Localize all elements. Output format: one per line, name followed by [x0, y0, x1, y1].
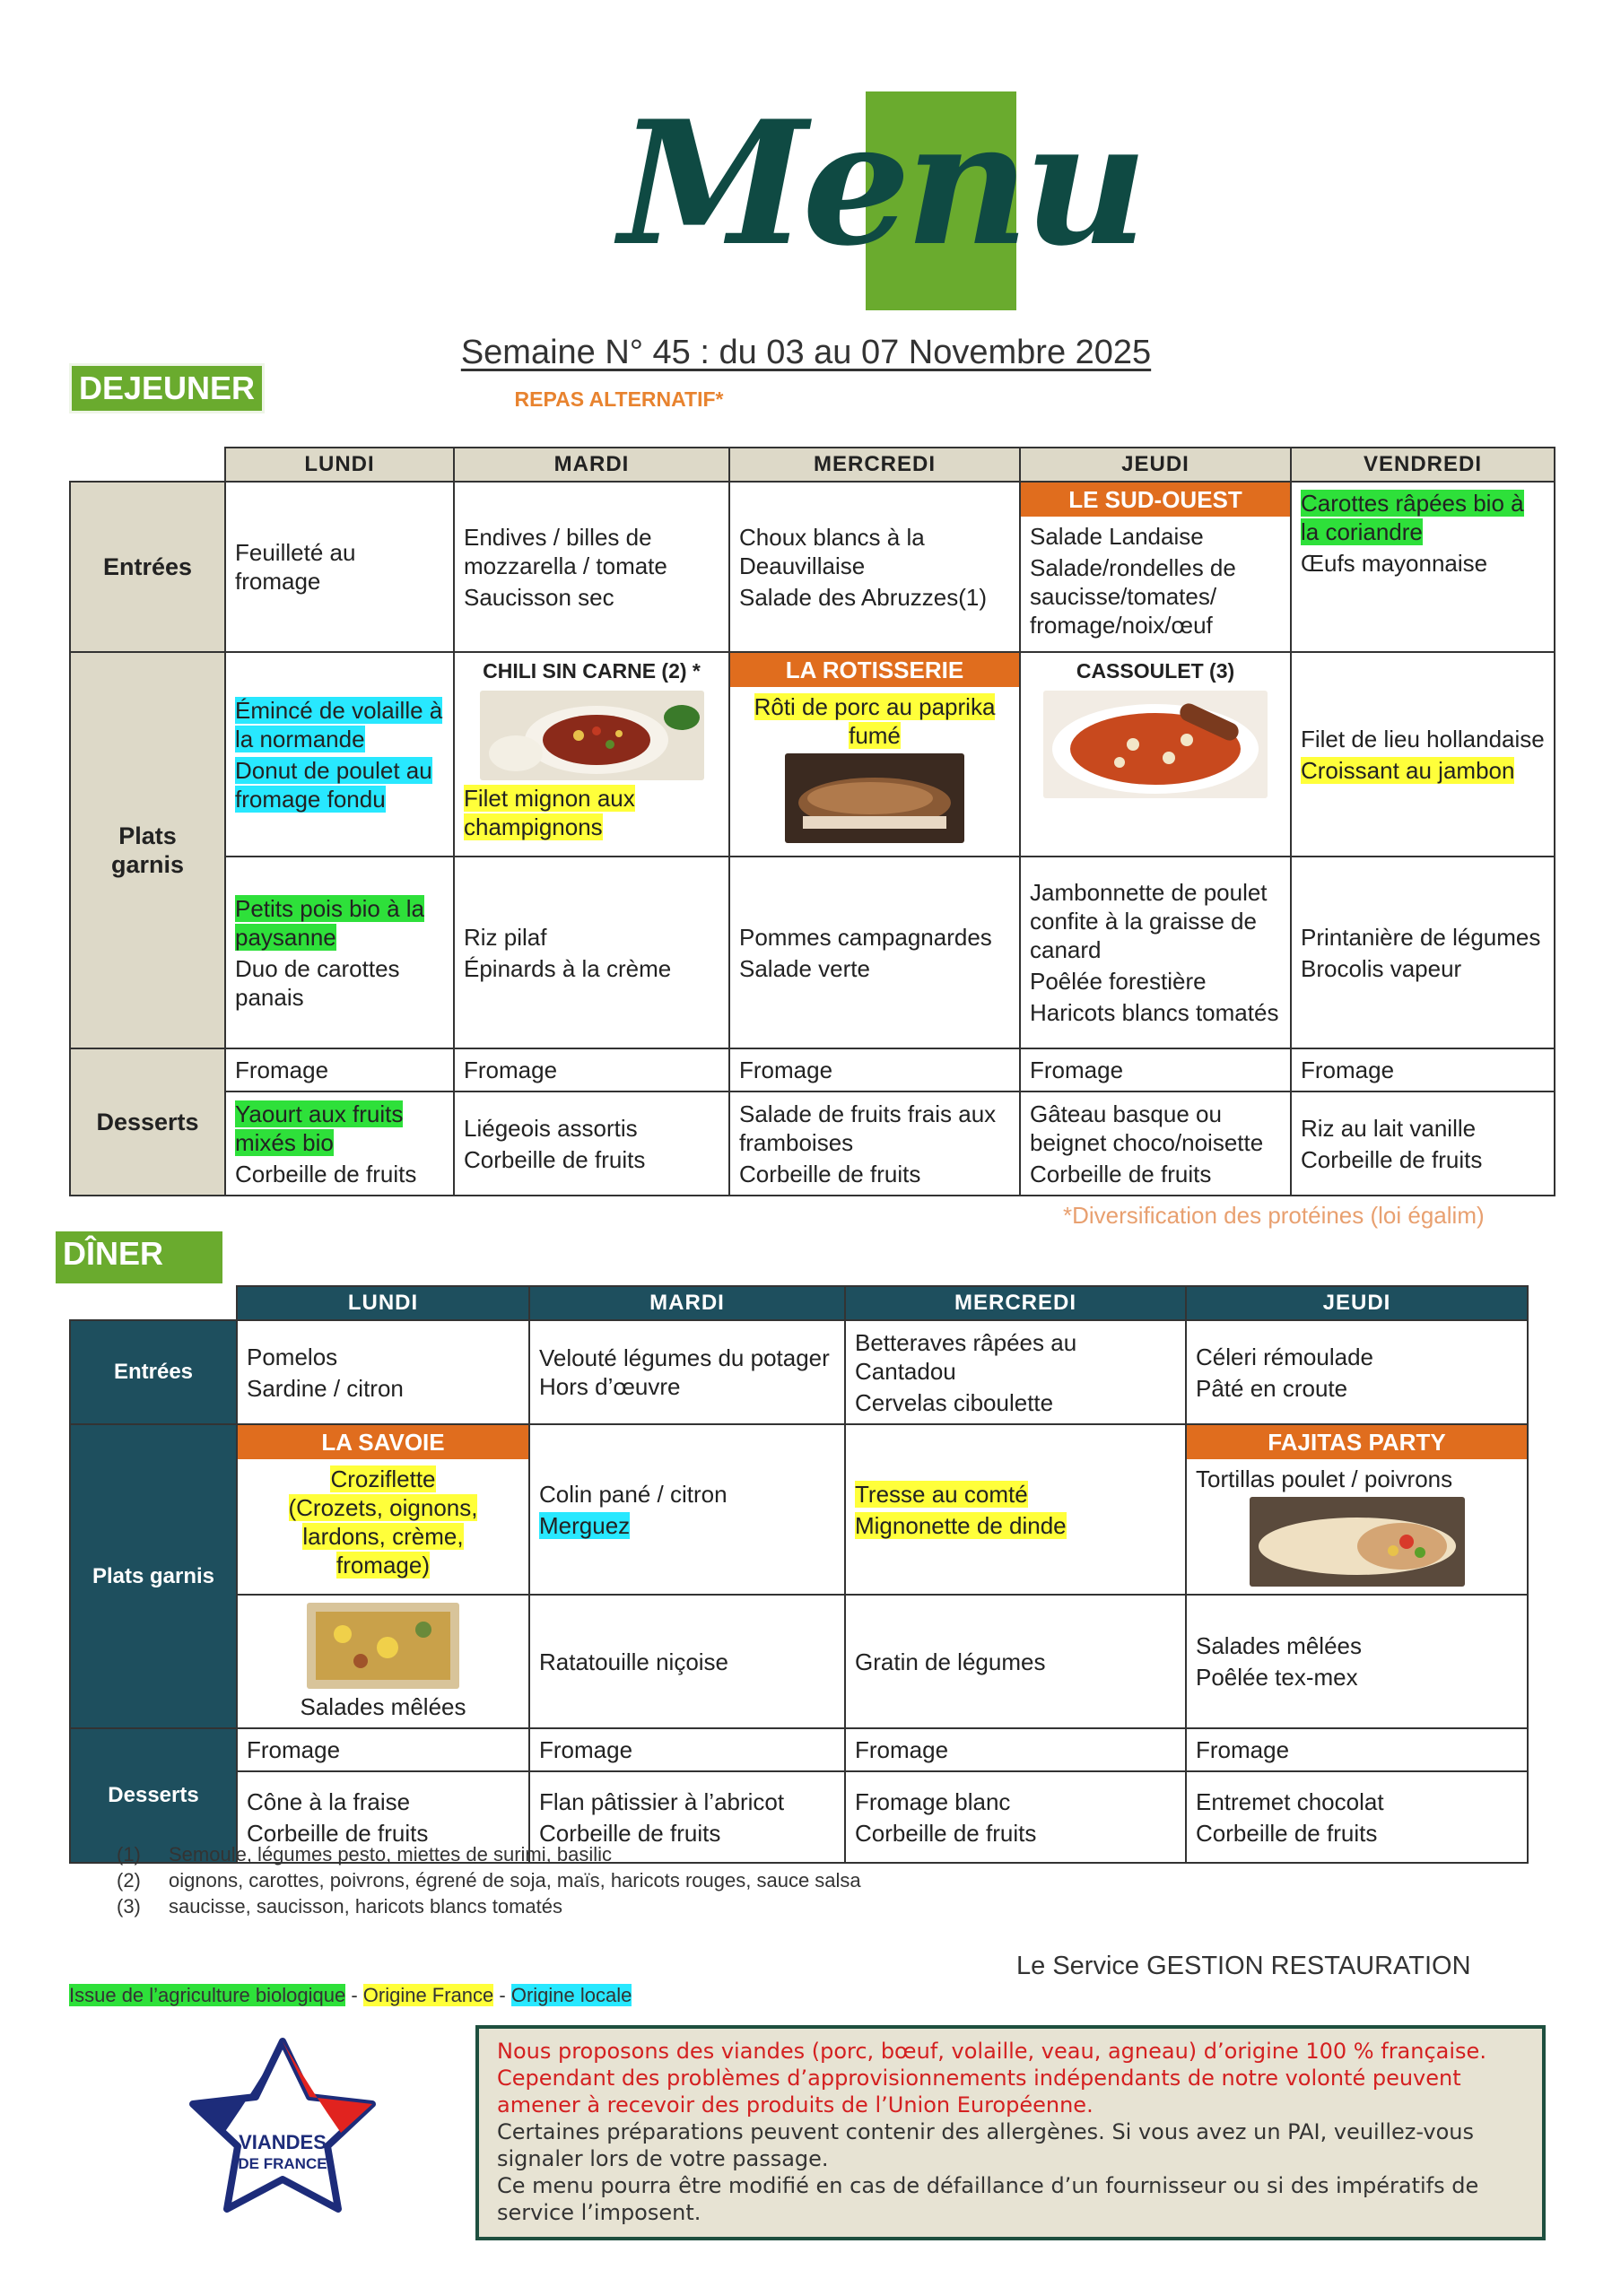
dejeuner-garnitures-row	[70, 857, 1555, 1048]
notice-modification-text: Ce menu pourra être modifié en cas de défaillance d’un fournisseur ou si des impératifs de service l’imposent.	[497, 2173, 1479, 2225]
diner-plats-row	[70, 1424, 1528, 1595]
menu-item: Corbeille de fruits	[1030, 1160, 1212, 1187]
menu-item-bio: Carottes râpées bio à la coriandre	[1301, 490, 1524, 545]
dessert-cell-mardi	[454, 1091, 729, 1196]
garniture-cell-lundi	[225, 857, 454, 1048]
menu-item: Betteraves râpées au Cantadou	[855, 1328, 1077, 1385]
menu-item: Liégeois assortis	[464, 1114, 638, 1142]
legend-local: Origine locale	[510, 1984, 632, 2006]
menu-item: Endives / billes de mozzarella / tomate	[464, 523, 667, 579]
menu-item-local: Émincé de volaille à la normande	[235, 696, 443, 752]
fromage-cell: Fromage	[845, 1728, 1186, 1771]
entree-cell-mardi	[454, 482, 729, 652]
menu-item: Corbeille de fruits	[464, 1145, 646, 1173]
menu-item: Salade des Abruzzes(1)	[739, 583, 988, 611]
plat-cell-mercredi	[845, 1424, 1186, 1595]
entree-cell-jeudi	[1186, 1320, 1528, 1424]
dejeuner-desserts-row	[70, 1091, 1555, 1196]
legend-bio: Issue de l’agriculture biologique	[69, 1984, 346, 2006]
menu-item: Corbeille de fruits	[247, 1819, 429, 1847]
menu-item: Ratatouille niçoise	[539, 1648, 729, 1675]
menu-item: Pâté en croute	[1196, 1374, 1348, 1402]
menu-item-france: Tresse au comté	[855, 1480, 1028, 1508]
menu-item: Œufs mayonnaise	[1301, 550, 1488, 577]
menu-logo-text: Menu	[619, 83, 1143, 283]
menu-item: Épinards à la crème	[464, 954, 672, 982]
plat-cell-mardi	[529, 1424, 845, 1595]
dessert-cell-lundi	[225, 1091, 454, 1196]
notice-allergen-text: Certaines préparations peuvent contenir des allergènes. Si vous avez un PAI, veuillez-vous signaler lors de votre passage.	[497, 2119, 1475, 2171]
dessert-cell-mercredi	[729, 1091, 1020, 1196]
menu-item: Entremet chocolat	[1196, 1787, 1384, 1815]
fromage-cell: Fromage	[454, 1048, 729, 1091]
diner-garnitures-row	[70, 1595, 1528, 1728]
menu-item: Gâteau basque ou beignet choco/noisette	[1030, 1100, 1264, 1156]
menu-item-bio: Yaourt aux fruits mixés bio	[235, 1100, 404, 1156]
dejeuner-table	[69, 447, 1555, 1196]
menu-item: Feuilleté au fromage	[235, 539, 356, 595]
menu-item: Salade verte	[739, 954, 870, 982]
notice-origin-text: Nous proposons des viandes (porc, bœuf, volaille, veau, agneau) d’origine 100 % française. Cependant des problèmes d’approvisionnements indépendants de notre volonté peuvent amener à recevoir des produits de l’Union Européenne.	[497, 2039, 1486, 2118]
diner-day-header-row	[70, 1286, 1528, 1320]
row-label-entrees: Entrées	[70, 482, 225, 652]
theme-banner-savoie: LA SAVOIE	[238, 1425, 528, 1459]
menu-item: Saucisson sec	[464, 583, 614, 611]
diner-fromage-row	[70, 1728, 1528, 1771]
fromage-cell: Fromage	[237, 1728, 529, 1771]
week-title: Semaine N° 45 : du 03 au 07 Novembre 2025	[460, 334, 1152, 371]
dessert-cell-jeudi	[1186, 1771, 1528, 1863]
menu-item-bio: Petits pois bio à la paysanne	[235, 894, 425, 951]
menu-item: Corbeille de fruits	[1196, 1819, 1378, 1847]
fromage-cell: Fromage	[1020, 1048, 1291, 1091]
day-header-mercredi: MERCREDI	[845, 1286, 1186, 1320]
footnote: (3) saucisse, saucisson, haricots blancs tomatés	[117, 1895, 562, 1918]
diner-table	[69, 1285, 1529, 1864]
row-label-entrees: Entrées	[70, 1320, 237, 1424]
plat-cell-jeudi	[1186, 1424, 1528, 1595]
dish-title-cassoulet: CASSOULET (3)	[1076, 659, 1235, 683]
menu-item: Corbeille de fruits	[1301, 1145, 1483, 1173]
theme-banner-rotisserie: LA ROTISSERIE	[730, 653, 1019, 687]
dish-title-chili: CHILI SIN CARNE (2) *	[483, 659, 701, 683]
fromage-cell: Fromage	[729, 1048, 1020, 1091]
garniture-cell-jeudi	[1186, 1595, 1528, 1728]
garniture-cell-lundi	[237, 1595, 529, 1728]
dessert-cell-jeudi	[1020, 1091, 1291, 1196]
dessert-cell-vendredi	[1291, 1091, 1555, 1196]
proteins-note: *Diversification des protéines (loi égalim)	[1063, 1202, 1485, 1229]
plat-cell-mercredi	[729, 652, 1020, 857]
plat-cell-mardi	[454, 652, 729, 857]
menu-item: Corbeille de fruits	[855, 1819, 1037, 1847]
legend-france: Origine France	[362, 1984, 494, 2006]
menu-item: Salade de fruits frais aux framboises	[739, 1100, 997, 1156]
menu-item: Velouté légumes du potager Hors d’œuvre	[539, 1344, 830, 1400]
menu-item: Salade Landaise	[1030, 523, 1204, 550]
menu-item: Poêlée tex-mex	[1196, 1664, 1358, 1691]
menu-item: Choux blancs à la Deauvillaise	[739, 523, 925, 579]
menu-item: Filet de lieu hollandaise	[1301, 725, 1545, 752]
menu-item: Cervelas ciboulette	[855, 1388, 1054, 1416]
vdf-logo-line2: DE FRANCE	[238, 2155, 327, 2172]
repas-alternatif-label: REPAS ALTERNATIF*	[514, 387, 724, 411]
menu-item: Corbeille de fruits	[539, 1819, 721, 1847]
menu-item-local: Donut de poulet au fromage fondu	[235, 756, 432, 813]
viandes-de-france-logo	[184, 2034, 381, 2222]
menu-item-france: Croissant au jambon	[1301, 756, 1515, 784]
plat-cell-lundi	[237, 1424, 529, 1595]
menu-item: Corbeille de fruits	[235, 1160, 417, 1187]
row-label-desserts: Desserts	[70, 1048, 225, 1196]
footnote: (1) Semoule, légumes pesto, miettes de surimi, basilic	[117, 1843, 612, 1866]
menu-item: Céleri rémoulade	[1196, 1343, 1373, 1370]
menu-item: Flan pâtissier à l’abricot	[539, 1787, 785, 1815]
menu-item: Printanière de légumes	[1301, 923, 1541, 951]
garniture-cell-mercredi	[729, 857, 1020, 1048]
day-header-vendredi: VENDREDI	[1291, 448, 1555, 482]
plat-cell-jeudi	[1020, 652, 1291, 857]
entree-cell-lundi	[225, 482, 454, 652]
menu-item: Salades mêlées	[300, 1693, 466, 1720]
cassoulet-photo	[1043, 691, 1268, 798]
menu-item: Poêlée forestière	[1030, 968, 1207, 995]
menu-item: Salade/rondelles de saucisse/tomates/ fromage/noix/œuf	[1030, 554, 1236, 639]
garniture-cell-jeudi	[1020, 857, 1291, 1048]
day-header-jeudi: JEUDI	[1186, 1286, 1528, 1320]
garniture-cell-vendredi	[1291, 857, 1555, 1048]
footnote: (2) oignons, carottes, poivrons, égrené de soja, maïs, haricots rouges, sauce salsa	[117, 1869, 861, 1892]
origin-legend: Issue de l’agriculture biologique - Origine France - Origine locale	[69, 1984, 632, 2006]
menu-item: Pomelos	[247, 1343, 338, 1370]
entree-cell-mercredi	[729, 482, 1020, 652]
dessert-cell-mercredi	[845, 1771, 1186, 1863]
dejeuner-label: DEJEUNER	[69, 363, 265, 413]
day-header-lundi: LUNDI	[237, 1286, 529, 1320]
theme-banner-fajitas: FAJITAS PARTY	[1187, 1425, 1527, 1459]
menu-item: Corbeille de fruits	[739, 1160, 921, 1187]
day-header-mardi: MARDI	[454, 448, 729, 482]
menu-item-france: Filet mignon aux champignons	[464, 785, 635, 840]
menu-item-france: Mignonette de dinde	[855, 1511, 1067, 1539]
menu-item-france: Rôti de porc au paprika fumé	[754, 693, 996, 749]
menu-item: Gratin de légumes	[855, 1648, 1046, 1675]
menu-item: Tortillas poulet / poivrons	[1196, 1465, 1453, 1492]
garniture-cell-mardi	[529, 1595, 845, 1728]
diner-entrees-row	[70, 1320, 1528, 1424]
dejeuner-day-header-row	[70, 448, 1555, 482]
menu-item: Duo de carottes panais	[235, 954, 400, 1011]
fromage-cell: Fromage	[225, 1048, 454, 1091]
plat-cell-lundi	[225, 652, 454, 857]
garniture-cell-mercredi	[845, 1595, 1186, 1728]
croziflette-photo	[307, 1603, 459, 1689]
menu-item: Haricots blancs tomatés	[1030, 999, 1279, 1026]
row-label-plats: Plats garnis	[70, 1424, 237, 1728]
garniture-cell-mardi	[454, 857, 729, 1048]
notice-box	[475, 2025, 1546, 2240]
entree-cell-lundi	[237, 1320, 529, 1424]
dejeuner-plats-row	[70, 652, 1555, 857]
diner-label: DÎNER	[56, 1231, 222, 1283]
day-header-mercredi: MERCREDI	[729, 448, 1020, 482]
row-label-desserts: Desserts	[70, 1728, 237, 1863]
menu-item: Pommes campagnardes	[739, 923, 992, 951]
plat-cell-vendredi	[1291, 652, 1555, 857]
fromage-cell: Fromage	[1186, 1728, 1528, 1771]
menu-item: Riz au lait vanille	[1301, 1114, 1477, 1142]
entree-cell-mardi	[529, 1320, 845, 1424]
entree-cell-mercredi	[845, 1320, 1186, 1424]
menu-item: Brocolis vapeur	[1301, 954, 1462, 982]
day-header-mardi: MARDI	[529, 1286, 845, 1320]
entree-cell-vendredi	[1291, 482, 1555, 652]
dejeuner-entrees-row	[70, 482, 1555, 652]
fromage-cell: Fromage	[529, 1728, 845, 1771]
menu-item: Colin pané / citron	[539, 1480, 728, 1508]
vdf-logo-line1: VIANDES	[239, 2131, 327, 2153]
chili-photo	[480, 691, 704, 780]
fajitas-photo	[1250, 1497, 1465, 1587]
menu-item: Salades mêlées	[1196, 1632, 1362, 1659]
day-header-jeudi: JEUDI	[1020, 448, 1291, 482]
footnotes	[117, 1841, 861, 1919]
menu-item: Cône à la fraise	[247, 1787, 411, 1815]
entree-cell-jeudi	[1020, 482, 1291, 652]
theme-banner-sud-ouest: LE SUD-OUEST	[1021, 483, 1290, 517]
menu-item: Riz pilaf	[464, 923, 547, 951]
roti-photo	[785, 753, 964, 843]
menu-item: Sardine / citron	[247, 1374, 404, 1402]
fromage-cell: Fromage	[1291, 1048, 1555, 1091]
day-header-lundi: LUNDI	[225, 448, 454, 482]
menu-item-france: Croziflette (Crozets, oignons, lardons, crème, fromage)	[288, 1465, 478, 1578]
menu-item-local: Merguez	[539, 1511, 631, 1539]
service-signature: Le Service GESTION RESTAURATION	[1016, 1952, 1471, 1980]
menu-item: Fromage blanc	[855, 1787, 1011, 1815]
row-label-plats: Plats garnis	[70, 652, 225, 1048]
menu-item: Jambonnette de poulet confite à la graisse de canard	[1030, 879, 1268, 963]
dejeuner-fromage-row	[70, 1048, 1555, 1091]
